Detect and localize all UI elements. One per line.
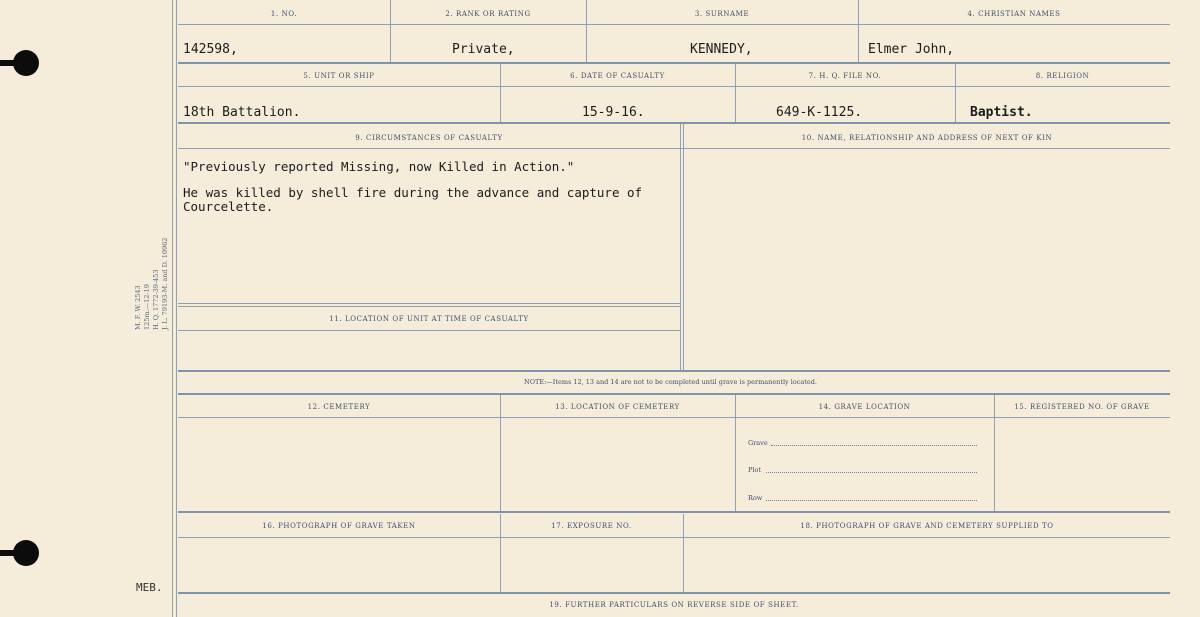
rule <box>994 395 995 511</box>
rule <box>735 395 736 511</box>
rule <box>178 148 1170 149</box>
rule <box>178 330 680 331</box>
rule <box>178 62 1170 64</box>
plot-line <box>766 472 977 473</box>
rule <box>178 417 1170 418</box>
rule <box>178 86 1170 87</box>
rule <box>178 592 1170 594</box>
label-date-of-casualty: 6. DATE OF CASUALTY <box>570 72 665 80</box>
value-surname: KENNEDY, <box>690 42 753 57</box>
label-exposure-no: 17. EXPOSURE NO. <box>551 522 632 530</box>
label-location-of-cemetery: 13. LOCATION OF CEMETERY <box>555 403 680 411</box>
sub-label-row: Row <box>748 494 763 502</box>
printer-imprint-3: H. Q. 1772-39-453 <box>152 269 160 330</box>
rule <box>178 24 1170 25</box>
rule <box>178 122 1170 124</box>
label-christian-names: 4. CHRISTIAN NAMES <box>967 10 1061 18</box>
rule <box>178 393 1170 395</box>
value-rank: Private, <box>452 42 515 57</box>
label-registered-no: 15. REGISTERED NO. OF GRAVE <box>1014 403 1150 411</box>
label-rank: 2. RANK OR RATING <box>445 10 531 18</box>
label-photo-taken: 16. PHOTOGRAPH OF GRAVE TAKEN <box>262 522 416 530</box>
label-no: 1. NO. <box>270 10 298 18</box>
label-further-particulars: 19. FURTHER PARTICULARS ON REVERSE SIDE OF SHEET. <box>549 601 799 609</box>
note-text: NOTE:—Items 12, 13 and 14 are not to be completed until grave is permanently located. <box>524 378 817 386</box>
label-religion: 8. RELIGION <box>1035 72 1090 80</box>
label-cemetery: 12. CEMETERY <box>307 403 371 411</box>
punch-peg-top <box>0 60 20 66</box>
label-circumstances: 9. CIRCUMSTANCES OF CASUALTY <box>355 134 503 142</box>
value-unit: 18th Battalion. <box>183 105 301 120</box>
punch-peg-bottom <box>0 550 20 556</box>
label-unit: 5. UNIT OR SHIP <box>303 72 375 80</box>
printer-imprint-2: 125m.—12-19 <box>143 284 151 330</box>
label-hq-file-no: 7. H. Q. FILE NO. <box>808 72 882 80</box>
circumstances-line-1: "Previously reported Missing, now Killed in Action." <box>183 159 575 174</box>
rule <box>178 511 1170 513</box>
printer-imprint-4: J. L. 79193-M. and D. 10962 <box>161 237 169 330</box>
rule <box>178 303 680 304</box>
label-surname: 3. SURNAME <box>694 10 750 18</box>
grave-line <box>771 445 977 446</box>
rule <box>178 306 680 307</box>
label-photo-supplied: 18. PHOTOGRAPH OF GRAVE AND CEMETERY SUPPLIED TO <box>800 522 1054 530</box>
circumstances-line-3: Courcelette. <box>183 199 274 214</box>
rule <box>680 124 681 370</box>
sub-label-grave: Grave <box>748 439 768 447</box>
rule <box>178 537 1170 538</box>
rule <box>683 124 684 370</box>
margin-line <box>172 0 173 617</box>
circumstances-line-2: He was killed by shell fire during the advance and capture of <box>183 185 643 200</box>
rule <box>178 370 1170 372</box>
value-date-of-casualty: 15-9-16. <box>582 105 645 120</box>
printer-imprint-1: M. F. W. 2543 <box>134 285 142 330</box>
label-next-of-kin: 10. NAME, RELATIONSHIP AND ADDRESS OF NEXT OF KIN <box>801 134 1053 142</box>
value-christian-names: Elmer John, <box>868 42 955 57</box>
label-grave-location: 14. GRAVE LOCATION <box>818 403 911 411</box>
value-no: 142598, <box>183 42 238 57</box>
value-hq-file-no: 649-K-1125. <box>776 105 863 120</box>
label-location-of-unit: 11. LOCATION OF UNIT AT TIME OF CASUALTY <box>329 315 529 323</box>
value-religion: Baptist. <box>970 105 1033 120</box>
clerk-initials: MEB. <box>136 581 163 594</box>
row-line <box>766 500 977 501</box>
margin-line <box>176 0 177 617</box>
rule <box>500 395 501 511</box>
sub-label-plot: Plot <box>748 466 761 474</box>
